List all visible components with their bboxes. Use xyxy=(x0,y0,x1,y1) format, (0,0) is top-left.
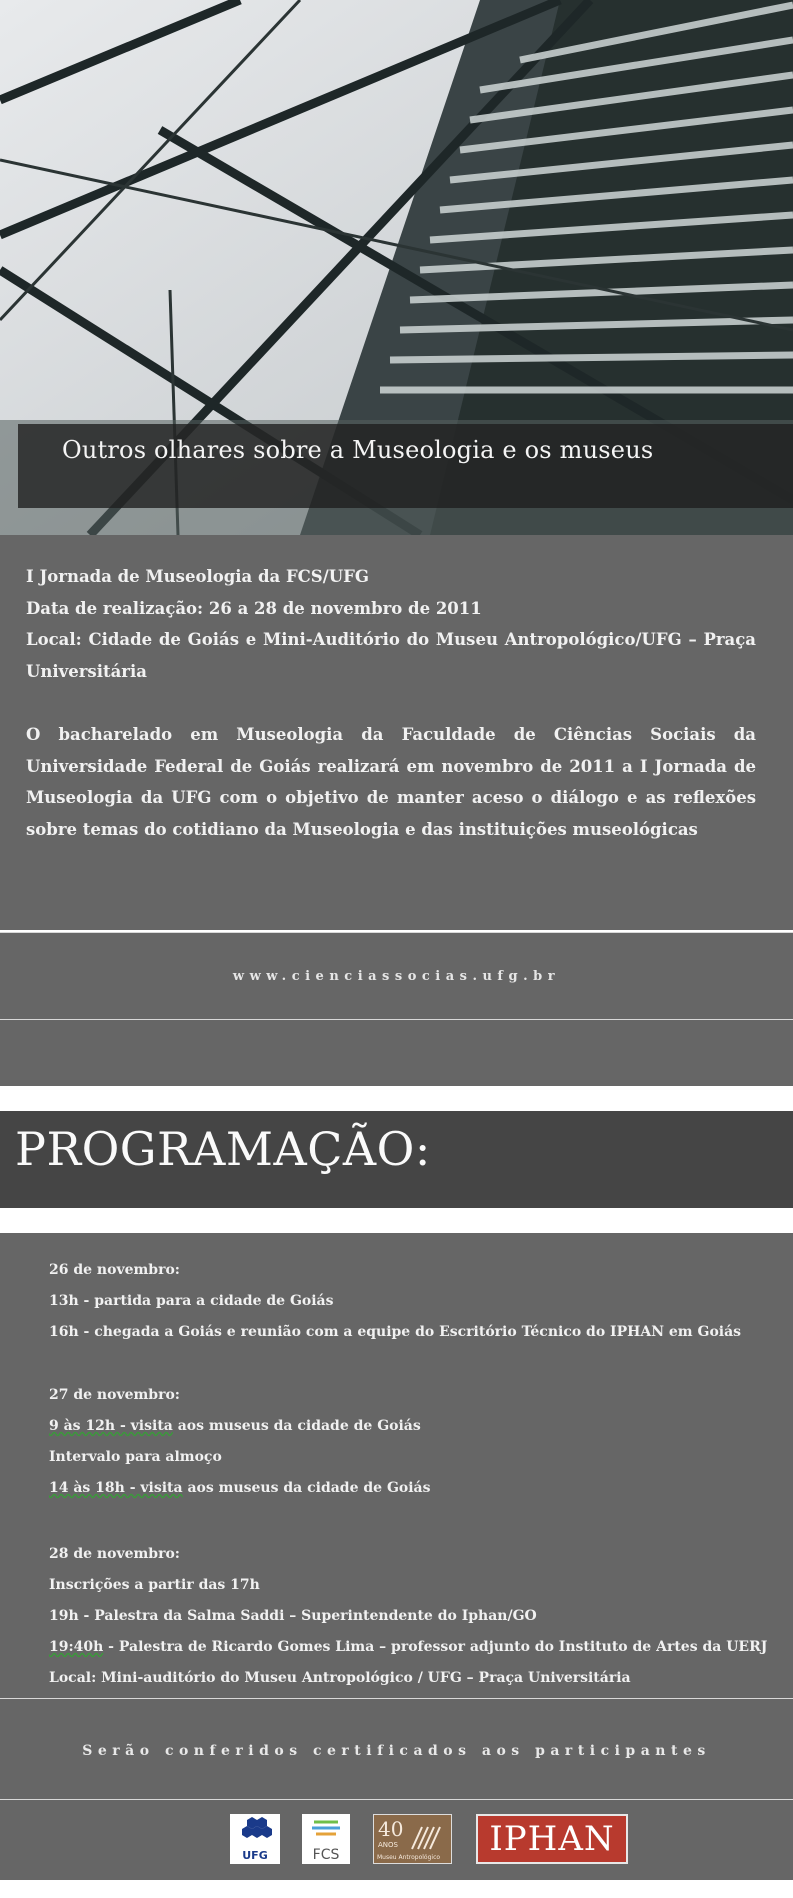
fcs-mark-icon xyxy=(302,1814,350,1844)
schedule-day-title: 27 de novembro: xyxy=(49,1387,180,1403)
schedule-item: Local: Mini-auditório do Museu Antropológico / UFG – Praça Universitária xyxy=(49,1670,631,1686)
museu-logo-number: 40 xyxy=(378,1817,404,1841)
event-details xyxy=(26,561,756,687)
museu-40-anos-logo xyxy=(373,1814,452,1864)
schedule-item: 13h - partida para a cidade de Goiás xyxy=(49,1293,334,1309)
iphan-logo: IPHAN xyxy=(476,1814,628,1864)
event-name: I Jornada de Museologia da FCS/UFG xyxy=(26,567,369,586)
schedule-time: 14 às 18h - visita xyxy=(49,1480,183,1496)
schedule-day-title: 28 de novembro: xyxy=(49,1546,180,1562)
museu-stripes-icon xyxy=(408,1825,448,1851)
hero-title: Outros olhares sobre a Museologia e os museus xyxy=(62,436,654,464)
schedule-time: 19:40h xyxy=(49,1639,104,1655)
certificate-note: Serão conferidos certificados aos participantes xyxy=(82,1743,711,1759)
website-link[interactable]: www.cienciassocias.ufg.br xyxy=(232,969,561,984)
ufg-hex-icon xyxy=(230,1814,280,1848)
schedule-item: Inscrições a partir das 17h xyxy=(49,1577,260,1593)
schedule-text: - Palestra de Ricardo Gomes Lima – professor adjunto do Instituto de Artes da UERJ xyxy=(103,1639,768,1655)
divider xyxy=(0,1698,793,1699)
museu-logo-caption: Museu Antropológico xyxy=(377,1854,441,1861)
schedule-item xyxy=(49,1480,431,1496)
ufg-logo xyxy=(230,1814,280,1864)
programacao-title: PROGRAMAÇÃO: xyxy=(15,1122,431,1176)
hero-banner xyxy=(0,0,793,535)
schedule-item: 19h - Palestra da Salma Saddi – Superintendente do Iphan/GO xyxy=(49,1608,537,1624)
sponsor-logos xyxy=(0,1800,793,1878)
ufg-logo-text: UFG xyxy=(242,1849,268,1862)
schedule-day-title: 26 de novembro: xyxy=(49,1262,180,1278)
schedule-time: 9 às 12h - visita xyxy=(49,1418,173,1434)
schedule-item: Intervalo para almoço xyxy=(49,1449,222,1465)
schedule-text: aos museus da cidade de Goiás xyxy=(172,1418,421,1434)
schedule-item xyxy=(49,1639,767,1655)
event-location: Local: Cidade de Goiás e Mini-Auditório do Museu Antropológico/UFG – Praça Universitária xyxy=(26,630,756,681)
event-date: Data de realização: 26 a 28 de novembro de 2011 xyxy=(26,598,482,618)
schedule-item: 16h - chegada a Goiás e reunião com a equipe do Escritório Técnico do IPHAN em Goiás xyxy=(49,1324,742,1340)
museu-logo-anos: ANOS xyxy=(378,1841,398,1849)
spacer-band xyxy=(0,1020,793,1086)
fcs-logo xyxy=(302,1814,350,1864)
fcs-logo-text: FCS xyxy=(312,1847,340,1863)
schedule-item xyxy=(49,1418,421,1434)
event-description: O bacharelado em Museologia da Faculdade de Ciências Sociais da Universidade Federal de Goiás realizará em novembro de 2011 a I Jornada de Museologia da UFG com o objetivo de manter aceso o diálogo e as reflexões sobre temas do cotidiano da Museologia e das instituições museológicas xyxy=(26,725,756,839)
schedule-text: aos museus da cidade de Goiás xyxy=(182,1480,431,1496)
